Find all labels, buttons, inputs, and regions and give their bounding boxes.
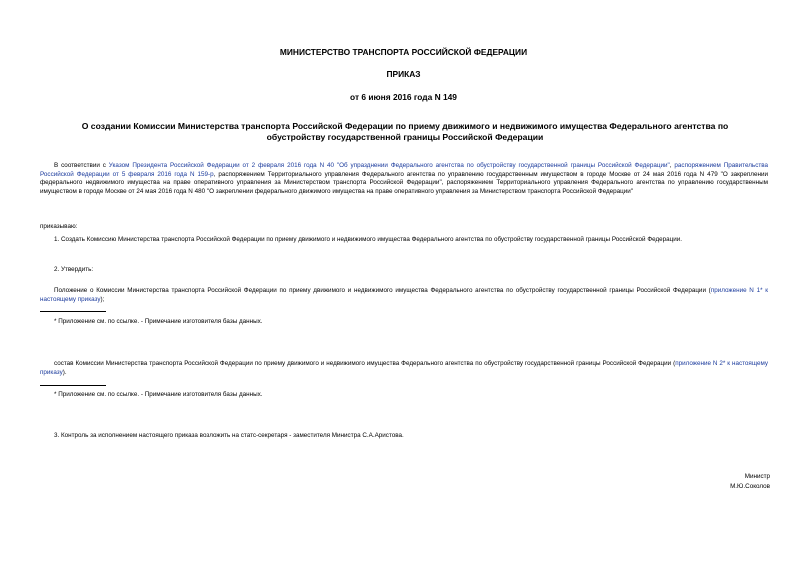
footnote-divider-2 bbox=[40, 385, 106, 386]
footnote-divider-1 bbox=[40, 311, 106, 312]
preamble-text-1: В соответствии с bbox=[54, 162, 109, 169]
preamble-text-2: , bbox=[669, 162, 675, 169]
signature-name: М.Ю.Соколов bbox=[730, 483, 770, 490]
approve-item-2 bbox=[40, 360, 768, 377]
date-number: от 6 июня 2016 года N 149 bbox=[350, 92, 457, 102]
approve-2-text: состав Комиссии Министерства транспорта Российской Федерации по приему движимого и недвижимого имущества Федерального агентства по обустройству государственной границы Российской Федерации ( bbox=[54, 360, 676, 367]
decree-link[interactable]: Указом Президента Российской Федерации от 2 февраля 2016 года N 40 "Об упразднении Федерального агентства по обустройству государственной границы Российской Федерации" bbox=[108, 162, 670, 169]
approve-item-1 bbox=[40, 287, 768, 304]
item-3: 3. Контроль за исполнением настоящего приказа возложить на статс-секретаря - заместителя Министра С.А.Аристова. bbox=[54, 432, 404, 439]
item-1: 1. Создать Комиссию Министерства транспорта Российской Федерации по приему движимого и недвижимого имущества Федерального агентства по обустройству государственной границы Российской Федерации. bbox=[54, 236, 683, 243]
approve-1-end: ); bbox=[100, 295, 105, 303]
approve-1-text: Положение о Комиссии Министерства транспорта Российской Федерации по приему движимого и недвижимого имущества Федерального агентства по обустройству государственной границы Российской Федерации ( bbox=[54, 287, 711, 294]
preamble-paragraph bbox=[40, 162, 768, 196]
appendix-1-link[interactable]: приложение N 1* к настоящему приказу bbox=[40, 287, 768, 303]
footnote-2: * Приложение см. по ссылке. - Примечание изготовителя базы данных. bbox=[54, 391, 263, 398]
order-word: приказываю: bbox=[40, 223, 78, 230]
appendix-2-link[interactable]: приложение N 2* к настоящему приказу bbox=[40, 360, 768, 376]
signature-role: Министр bbox=[744, 473, 770, 480]
ministry-heading: МИНИСТЕРСТВО ТРАНСПОРТА РОССИЙСКОЙ ФЕДЕРАЦИИ bbox=[279, 47, 528, 57]
item-2: 2. Утвердить: bbox=[54, 266, 94, 273]
document-title: О создании Комиссии Министерства транспорта Российской Федерации по приему движимого и недвижимого имущества Федерального агентства по обустройству государственной границы Российской Федерации bbox=[81, 121, 729, 142]
government-order-link[interactable]: распоряжением Правительства Российской Федерации от 5 февраля 2016 года N 159-р bbox=[40, 162, 769, 178]
preamble-text-3: , распоряжением Территориального управления Федерального агентства по управлению государственным имуществом в городе Москве от 24 мая 2016 года N 479 "О закреплении федерального недвижимого имущества на праве оперативного управления за Министерством транспорта Российской Федерации", распоряжением Территориального управления Федерального агентства по управлению государственным имуществом в городе Москве от 24 мая 2016 года N 480 "О закреплении федерального движимого имущества на праве оперативного управления за Министерством транспорта Российской Федерации" bbox=[40, 170, 768, 195]
footnote-1: * Приложение см. по ссылке. - Примечание изготовителя базы данных. bbox=[54, 318, 263, 325]
doc-type-heading: ПРИКАЗ bbox=[386, 69, 421, 79]
approve-2-end: ). bbox=[62, 368, 67, 376]
